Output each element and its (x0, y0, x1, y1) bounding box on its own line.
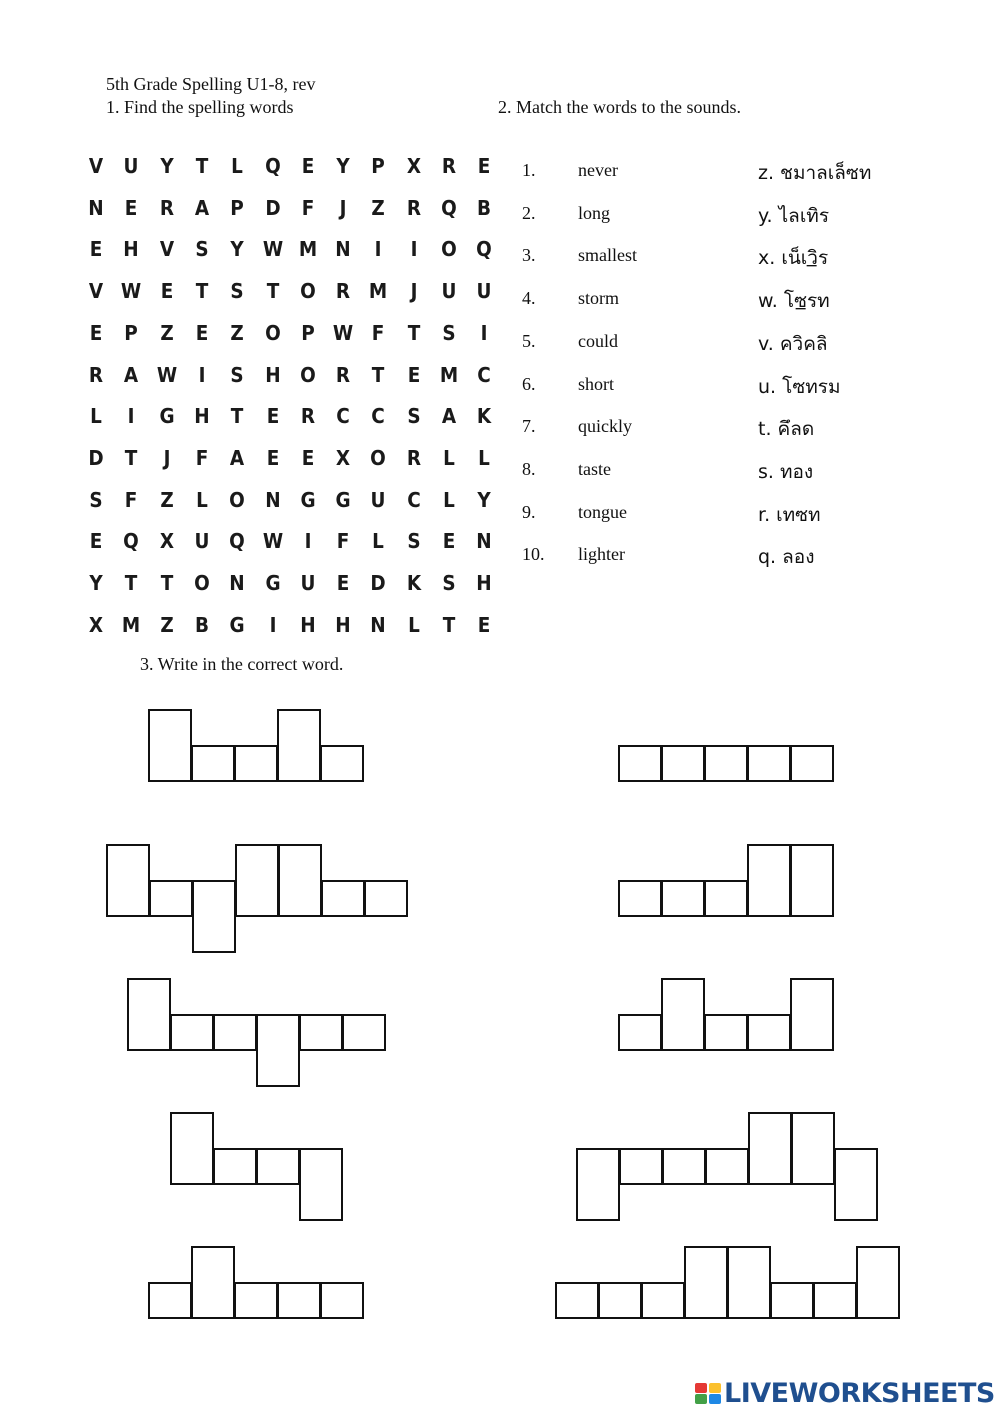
grid-letter[interactable]: O (299, 362, 316, 387)
letter-box-tall[interactable] (278, 844, 322, 917)
match-number: 10. (522, 544, 545, 565)
grid-letter[interactable]: E (336, 571, 350, 595)
grid-letter[interactable]: E (89, 237, 103, 262)
letter-box-short[interactable] (641, 1282, 685, 1319)
match-number: 8. (522, 458, 536, 479)
grid-letter[interactable]: E (266, 445, 279, 470)
grid-letter[interactable]: Z (159, 612, 174, 637)
grid-letter[interactable]: K (477, 404, 492, 429)
grid-letter[interactable]: K (406, 571, 421, 595)
grid-letter[interactable]: C (336, 404, 350, 429)
letter-box-down[interactable] (192, 880, 236, 953)
letter-box-tall[interactable] (856, 1246, 900, 1319)
grid-letter[interactable]: D (370, 571, 387, 595)
grid-letter[interactable]: Y (230, 237, 244, 262)
match-sound[interactable]: s. ทอง (758, 460, 814, 483)
letter-box-tall[interactable] (790, 844, 834, 917)
match-sound[interactable]: z. ชมาลเล็ซท (758, 162, 872, 184)
letter-box-short[interactable] (320, 1282, 364, 1319)
grid-letter[interactable]: E (266, 404, 279, 429)
letter-box-short[interactable] (320, 745, 364, 782)
liveworksheets-brand (694, 1375, 995, 1411)
grid-letter[interactable]: N (264, 487, 281, 512)
grid-letter[interactable]: G (300, 487, 316, 512)
match-sound[interactable]: t. คึลด (758, 418, 815, 441)
letter-box-short[interactable] (770, 1282, 814, 1319)
grid-letter[interactable]: T (160, 571, 173, 595)
grid-letter[interactable]: L (443, 487, 455, 512)
grid-letter[interactable]: P (124, 320, 139, 345)
letter-box-short[interactable] (619, 1148, 663, 1185)
grid-letter[interactable]: U (123, 154, 139, 178)
letter-box-tall[interactable] (127, 978, 171, 1051)
letter-box-short[interactable] (148, 1282, 192, 1319)
letter-box-tall[interactable] (148, 709, 192, 782)
grid-letter[interactable]: Q (123, 529, 140, 554)
match-word: smallest (578, 245, 637, 266)
grid-letter[interactable]: N (229, 571, 245, 595)
grid-letter[interactable]: S (89, 487, 103, 512)
grid-letter[interactable]: E (195, 320, 209, 345)
grid-letter[interactable]: V (88, 154, 104, 178)
letter-box-tall[interactable] (791, 1112, 835, 1185)
grid-letter[interactable]: O (441, 237, 457, 262)
match-word: long (578, 202, 611, 223)
match-word: short (578, 373, 614, 394)
grid-letter[interactable]: U (476, 279, 492, 304)
grid-letter[interactable]: B (194, 612, 209, 637)
match-number: 7. (522, 416, 536, 437)
grid-letter[interactable]: S (442, 571, 456, 595)
grid-letter[interactable]: S (230, 362, 244, 387)
grid-letter[interactable]: R (336, 362, 351, 387)
grid-letter[interactable]: Y (159, 154, 174, 178)
letter-box-tall[interactable] (684, 1246, 728, 1319)
letter-box-short[interactable] (747, 745, 791, 782)
grid-letter[interactable]: R (336, 279, 351, 304)
grid-letter[interactable]: I (127, 404, 135, 429)
grid-letter[interactable]: W (156, 362, 177, 387)
grid-letter[interactable]: W (262, 237, 283, 262)
match-sound[interactable]: y. ไลเทิร (758, 204, 830, 227)
letter-box-tall[interactable] (790, 978, 834, 1051)
letter-box-tall[interactable] (727, 1246, 771, 1319)
grid-letter[interactable]: T (372, 362, 385, 387)
match-sound[interactable]: v. ควิคลิ (758, 332, 828, 355)
grid-letter[interactable]: M (369, 279, 388, 304)
grid-letter[interactable]: J (163, 445, 171, 470)
grid-letter[interactable]: G (229, 612, 245, 637)
letter-box-down[interactable] (256, 1014, 300, 1087)
grid-letter[interactable]: U (194, 529, 210, 554)
letter-box-short[interactable] (277, 1282, 321, 1319)
grid-letter[interactable]: Z (159, 320, 174, 345)
grid-letter[interactable]: M (298, 237, 317, 262)
letter-box-short[interactable] (321, 880, 365, 917)
grid-letter[interactable]: N (476, 529, 493, 554)
grid-letter[interactable]: X (335, 445, 351, 470)
grid-letter[interactable]: E (89, 529, 103, 554)
section-3-title: 3. Write in the correct word. (140, 654, 344, 674)
grid-letter[interactable]: I (269, 612, 276, 637)
letter-box-short[interactable] (149, 880, 193, 917)
grid-letter[interactable]: L (478, 445, 491, 470)
grid-letter[interactable]: T (125, 445, 138, 470)
grid-letter[interactable]: O (194, 571, 210, 595)
grid-letter[interactable]: L (196, 487, 208, 512)
match-sound[interactable]: q. ลอง (758, 546, 815, 569)
match-word: never (578, 160, 618, 180)
letter-box-short[interactable] (661, 880, 705, 917)
grid-letter[interactable]: E (301, 154, 315, 178)
grid-letter[interactable]: T (125, 571, 138, 595)
letter-box-short[interactable] (661, 745, 705, 782)
match-word: quickly (578, 416, 632, 437)
grid-letter[interactable]: X (159, 529, 174, 554)
grid-letter[interactable]: S (195, 237, 209, 262)
letter-box-short[interactable] (170, 1014, 214, 1051)
grid-letter[interactable]: T (195, 154, 209, 178)
letter-box-tall[interactable] (748, 1112, 792, 1185)
grid-letter[interactable]: F (301, 195, 315, 220)
grid-letter[interactable]: H (476, 571, 493, 595)
grid-letter[interactable]: G (335, 487, 351, 512)
grid-letter[interactable]: C (477, 362, 492, 387)
match-number: 6. (522, 373, 536, 394)
grid-letter[interactable]: L (90, 404, 102, 429)
grid-letter[interactable]: P (371, 154, 386, 178)
grid-letter[interactable]: A (124, 362, 139, 387)
grid-letter[interactable]: I (374, 237, 382, 262)
grid-letter[interactable]: G (159, 404, 175, 429)
brand-name: LIVEWORKSHEETS (724, 1377, 995, 1409)
grid-letter[interactable]: F (125, 487, 138, 512)
grid-letter[interactable]: Q (264, 154, 281, 178)
match-word: storm (578, 288, 620, 309)
grid-letter[interactable]: H (264, 362, 281, 387)
letter-box-short[interactable] (618, 1014, 662, 1051)
grid-letter[interactable]: H (335, 612, 351, 637)
grid-letter[interactable]: T (442, 612, 456, 637)
match-number: 2. (522, 202, 536, 223)
grid-letter[interactable]: X (406, 154, 421, 178)
grid-letter[interactable]: A (194, 195, 210, 220)
grid-letter[interactable]: E (407, 362, 420, 387)
grid-letter[interactable]: D (264, 195, 281, 220)
grid-letter[interactable]: A (230, 445, 245, 470)
letter-box-short[interactable] (704, 880, 748, 917)
grid-letter[interactable]: X (88, 612, 104, 637)
letter-box-short[interactable] (191, 745, 235, 782)
grid-letter[interactable]: N (335, 237, 351, 262)
grid-letter[interactable]: T (230, 404, 244, 429)
match-word: could (578, 330, 618, 351)
letter-box-short[interactable] (747, 1014, 791, 1051)
match-word: lighter (578, 544, 625, 565)
grid-letter[interactable]: W (121, 279, 142, 304)
letter-box-short[interactable] (618, 880, 662, 917)
grid-letter[interactable]: Y (477, 487, 491, 512)
letter-box-down[interactable] (299, 1148, 343, 1221)
match-word: taste (578, 458, 611, 479)
grid-letter[interactable]: A (441, 404, 457, 429)
letter-box-short[interactable] (555, 1282, 599, 1319)
grid-letter[interactable]: O (229, 487, 246, 512)
grid-letter[interactable]: Q (476, 237, 493, 262)
grid-letter[interactable]: W (332, 320, 354, 345)
grid-letter[interactable]: R (406, 195, 421, 220)
letter-box-down[interactable] (576, 1148, 620, 1221)
letter-box-tall[interactable] (747, 844, 791, 917)
grid-letter[interactable]: Z (371, 195, 386, 220)
match-sound[interactable]: r. เทซท (758, 503, 821, 526)
grid-letter[interactable]: M (122, 612, 141, 637)
grid-letter[interactable]: L (443, 445, 455, 470)
match-sound[interactable]: u. โซทรม (758, 375, 841, 398)
grid-letter[interactable]: R (300, 404, 315, 429)
grid-letter[interactable]: E (160, 279, 173, 304)
section-1-title: 1. Find the spelling words (106, 97, 294, 117)
grid-letter[interactable]: L (372, 529, 385, 554)
worksheet-title: 5th Grade Spelling U1-8, rev (106, 74, 316, 94)
letter-box-tall[interactable] (191, 1246, 235, 1319)
grid-letter[interactable]: W (262, 529, 283, 554)
grid-letter[interactable]: R (159, 195, 174, 220)
grid-letter[interactable]: U (300, 571, 316, 595)
letter-box-tall[interactable] (277, 709, 321, 782)
letter-box-short[interactable] (704, 745, 748, 782)
grid-letter[interactable]: P (230, 195, 244, 220)
grid-letter[interactable]: F (336, 529, 350, 554)
letter-box-short[interactable] (234, 745, 278, 782)
grid-letter[interactable]: E (442, 529, 456, 554)
grid-letter[interactable]: S (407, 529, 421, 554)
grid-letter[interactable]: O (370, 445, 387, 470)
grid-letter[interactable]: R (441, 154, 457, 178)
grid-letter[interactable]: H (123, 237, 140, 262)
grid-letter[interactable]: U (370, 487, 386, 512)
grid-letter[interactable]: U (441, 279, 457, 304)
letter-box-tall[interactable] (235, 844, 279, 917)
letter-box-short[interactable] (234, 1282, 278, 1319)
grid-letter[interactable]: I (410, 237, 418, 262)
grid-letter[interactable]: S (230, 279, 244, 304)
grid-letter[interactable]: S (442, 320, 456, 345)
grid-letter[interactable]: T (266, 279, 279, 304)
letter-box-short[interactable] (364, 880, 408, 917)
grid-letter[interactable]: E (301, 445, 315, 470)
match-number: 5. (522, 330, 536, 351)
grid-letter[interactable]: E (478, 612, 491, 637)
letter-box-short[interactable] (704, 1014, 748, 1051)
grid-letter[interactable]: O (264, 320, 281, 345)
grid-letter[interactable]: O (299, 279, 316, 304)
section-2-title: 2. Match the words to the sounds. (498, 97, 741, 117)
grid-letter[interactable]: R (88, 362, 104, 387)
grid-letter[interactable]: Y (89, 571, 103, 595)
grid-letter[interactable]: S (407, 404, 421, 429)
match-number: 4. (522, 288, 536, 309)
letter-box-tall[interactable] (170, 1112, 214, 1185)
letter-box-short[interactable] (213, 1014, 257, 1051)
grid-letter[interactable]: L (231, 154, 244, 178)
letter-box-tall[interactable] (106, 844, 150, 917)
grid-letter[interactable]: L (407, 612, 420, 637)
grid-letter[interactable]: E (478, 154, 491, 178)
grid-letter[interactable]: I (304, 529, 312, 554)
match-number: 9. (522, 501, 536, 522)
letter-box-short[interactable] (342, 1014, 386, 1051)
letter-box-short[interactable] (299, 1014, 343, 1051)
letter-box-short[interactable] (598, 1282, 642, 1319)
grid-letter[interactable]: H (194, 404, 210, 429)
letter-box-short[interactable] (213, 1148, 257, 1185)
letter-box-short[interactable] (705, 1148, 749, 1185)
grid-letter[interactable]: Q (441, 195, 457, 220)
word-search-grid[interactable] (78, 146, 498, 646)
grid-letter[interactable]: H (300, 612, 316, 637)
grid-letter[interactable]: M (439, 362, 459, 387)
grid-letter[interactable]: V (159, 237, 174, 262)
grid-letter[interactable]: F (372, 320, 385, 345)
grid-letter[interactable]: N (88, 195, 104, 220)
grid-letter[interactable]: G (264, 571, 281, 595)
grid-letter[interactable]: J (339, 195, 347, 220)
grid-letter[interactable]: T (407, 320, 420, 345)
grid-letter[interactable]: C (371, 404, 386, 429)
grid-letter[interactable]: I (198, 362, 206, 387)
grid-letter[interactable]: V (88, 279, 104, 304)
grid-letter[interactable]: D (88, 445, 104, 470)
liveworksheets-logo-icon (694, 1379, 722, 1407)
letter-box-short[interactable] (618, 745, 662, 782)
grid-letter[interactable]: B (477, 195, 492, 220)
grid-letter[interactable]: E (89, 320, 103, 345)
match-sound[interactable]: x. เน็เวิ̱ร (758, 247, 829, 270)
grid-letter[interactable]: N (370, 612, 387, 637)
grid-letter[interactable]: I (480, 320, 488, 345)
grid-letter[interactable]: F (195, 445, 209, 470)
grid-letter[interactable]: Z (159, 487, 174, 512)
letter-box-short[interactable] (662, 1148, 706, 1185)
grid-letter[interactable]: Y (336, 154, 350, 178)
grid-letter[interactable]: P (301, 320, 315, 345)
match-sound[interactable]: w. โซ̱รท (758, 290, 830, 313)
letter-box-short[interactable] (790, 745, 834, 782)
letter-box-tall[interactable] (661, 978, 705, 1051)
grid-letter[interactable]: J (410, 279, 418, 304)
letter-box-short[interactable] (256, 1148, 300, 1185)
grid-letter[interactable]: R (406, 445, 421, 470)
letter-box-down[interactable] (834, 1148, 878, 1221)
grid-letter[interactable]: E (125, 195, 138, 220)
match-word: tongue (578, 501, 627, 522)
match-number: 3. (522, 245, 536, 266)
grid-letter[interactable]: C (406, 487, 421, 512)
match-number: 1. (522, 160, 536, 180)
grid-letter[interactable]: T (195, 279, 209, 304)
grid-letter[interactable]: Q (229, 529, 246, 554)
letter-box-short[interactable] (813, 1282, 857, 1319)
grid-letter[interactable]: Z (230, 320, 244, 345)
